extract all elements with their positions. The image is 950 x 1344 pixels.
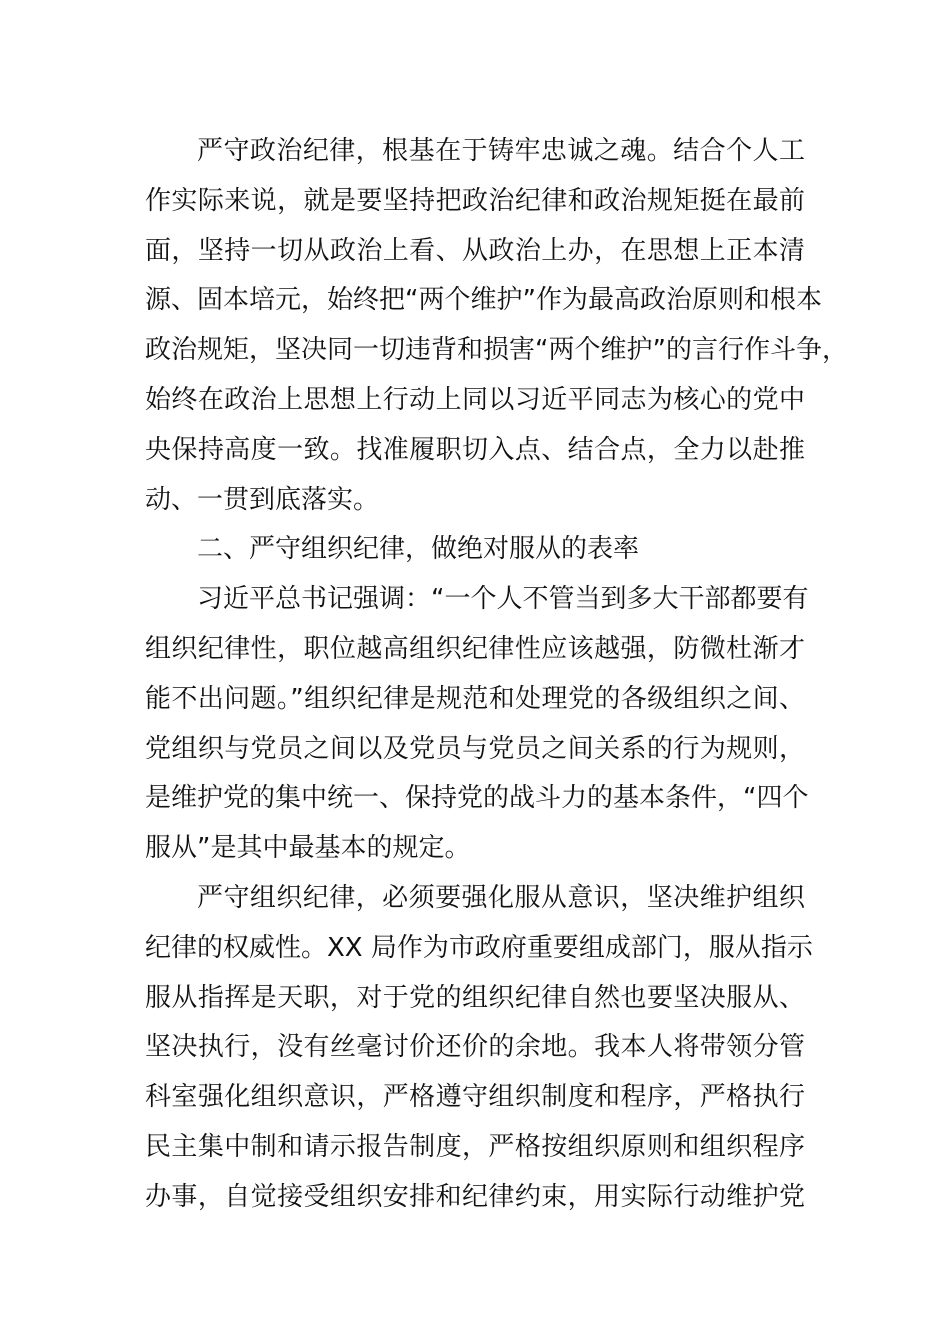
paragraph-2 — [145, 575, 809, 874]
paragraph-line: 严守组织纪律，必须要强化服从意识，坚决维护组织 — [197, 882, 805, 913]
paragraph-line: 源、固本培元，始终把“两个维护”作为最高政治原则和根本 — [145, 285, 822, 316]
document-body — [145, 127, 848, 1223]
paragraph-line: 能不出问题。”组织纪律是规范和处理党的各级组织之间、 — [145, 683, 805, 714]
paragraph-line: 是维护党的集中统一、保持党的战斗力的基本条件，“四个 — [145, 783, 809, 814]
paragraph-3 — [145, 874, 813, 1223]
paragraph-line: 服从”是其中最基本的规定。 — [145, 833, 471, 864]
paragraph-line: 坚决执行，没有丝毫讨价还价的余地。我本人将带领分管 — [145, 1032, 805, 1063]
paragraph-line: 央保持高度一致。找准履职切入点、结合点，全力以赴推 — [145, 434, 805, 465]
paragraph-line: 政治规矩，坚决同一切违背和损害“两个维护”的言行作斗争， — [145, 335, 848, 366]
paragraph-line: 党组织与党员之间以及党员与党员之间关系的行为规则， — [145, 733, 805, 764]
paragraph-line: 科室强化组织意识，严格遵守组织制度和程序，严格执行 — [145, 1082, 805, 1113]
paragraph-line: 面，坚持一切从政治上看、从政治上办，在思想上正本清 — [145, 235, 805, 266]
paragraph-1 — [145, 127, 848, 525]
section-heading: 二、严守组织纪律，做绝对服从的表率 — [197, 534, 640, 565]
paragraph-line: 始终在政治上思想上行动上同以习近平同志为核心的党中 — [145, 384, 805, 415]
paragraph-line: 组织纪律性，职位越高组织纪律性应该越强，防微杜渐才 — [145, 633, 805, 664]
paragraph-line: 服从指挥是天职，对于党的组织纪律自然也要坚决服从、 — [145, 982, 805, 1013]
paragraph-line: 作实际来说，就是要坚持把政治纪律和政治规矩挺在最前 — [145, 185, 805, 216]
paragraph-line: 民主集中制和请示报告制度，严格按组织原则和组织程序 — [145, 1131, 805, 1162]
paragraph-line: 动、一贯到底落实。 — [145, 484, 380, 515]
paragraph-line: 习近平总书记强调：“一个人不管当到多大干部都要有 — [197, 584, 809, 615]
paragraph-line: 严守政治纪律，根基在于铸牢忠诚之魂。结合个人工 — [197, 136, 805, 166]
paragraph-line: 办事，自觉接受组织安排和纪律约束，用实际行动维护党 — [145, 1181, 805, 1212]
paragraph-line: 纪律的权威性。XX 局作为市政府重要组成部门，服从指示 — [145, 932, 813, 963]
